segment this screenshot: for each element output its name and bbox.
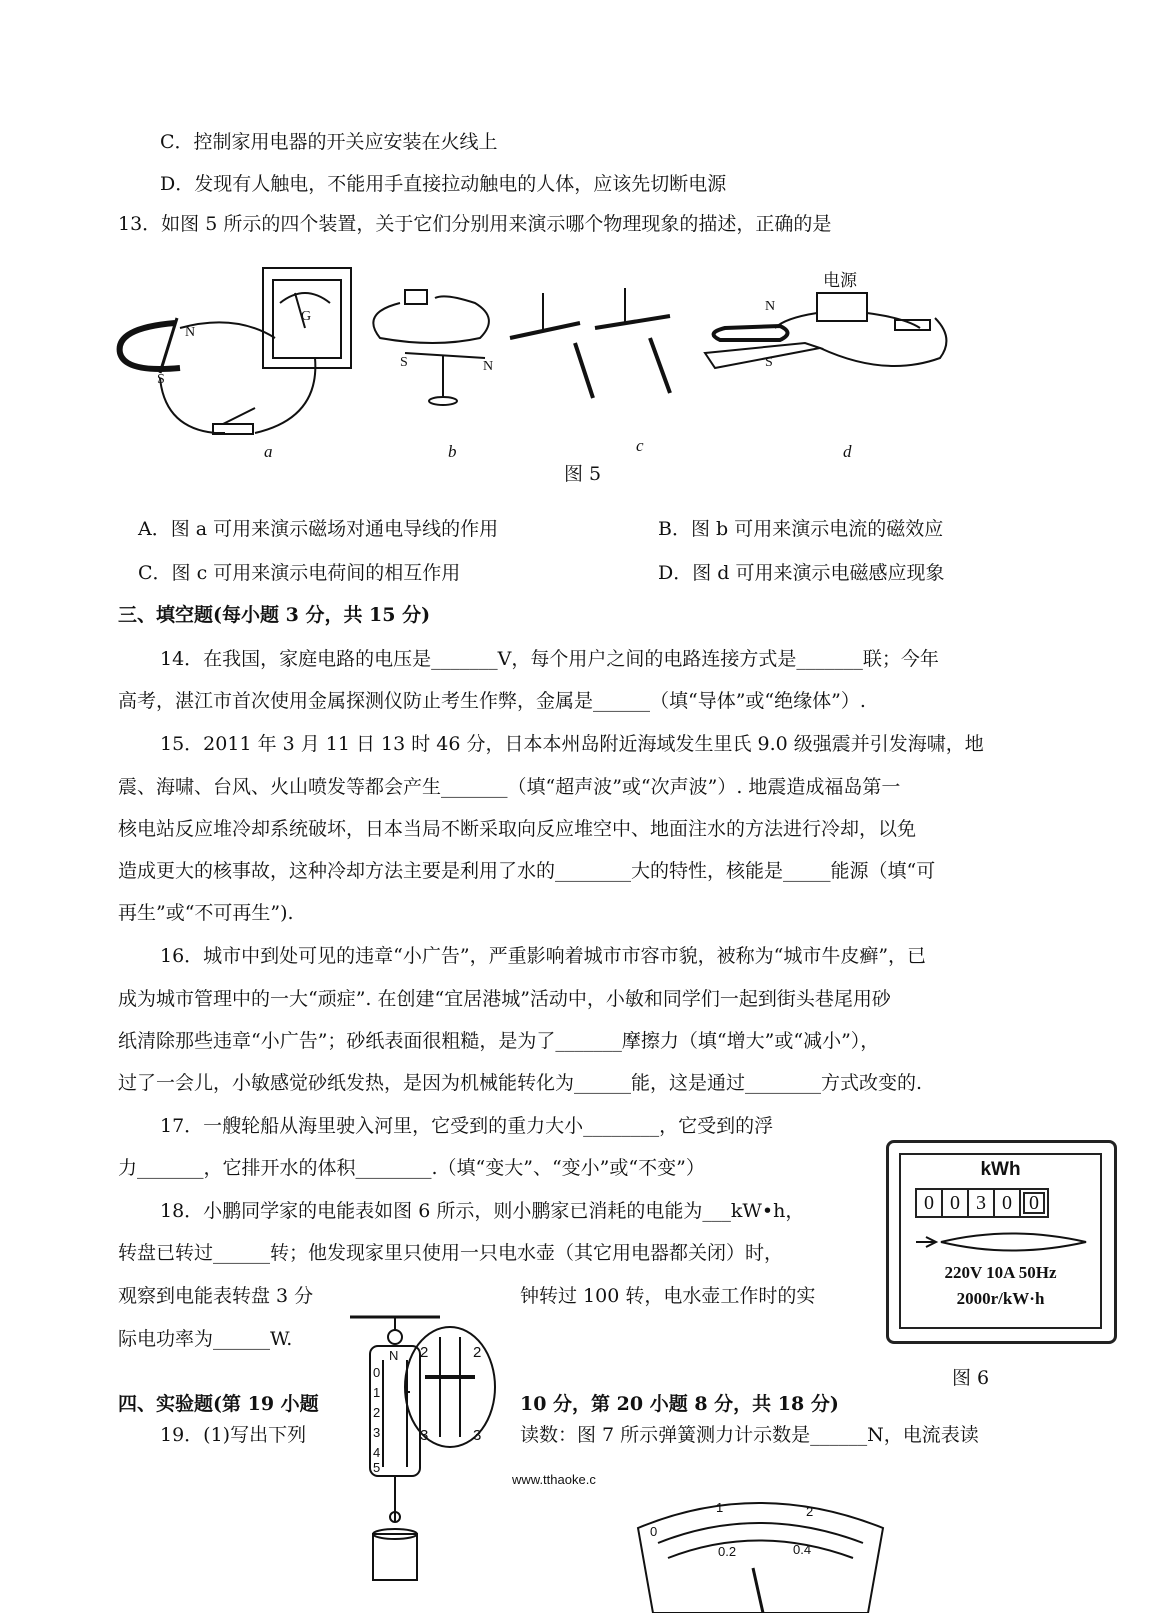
ammeter-label: 2	[806, 1504, 814, 1519]
question-17-line1: 17．一艘轮船从海里驶入河里，它受到的重力大小________，它受到的浮	[160, 1115, 774, 1137]
meter-digit: 0	[943, 1190, 969, 1216]
label-power: 电源	[823, 271, 857, 290]
meter-digit: 3	[969, 1190, 995, 1216]
section-3-heading: 三、填空题(每小题 3 分，共 15 分)	[118, 604, 431, 626]
question-18-line2: 转盘已转过______转；他发现家里只使用一只电水壶（其它用电器都关闭）时，	[118, 1242, 784, 1264]
zoom-label: 2	[420, 1344, 429, 1361]
figure-5	[105, 258, 965, 468]
question-18-line3a: 观察到电能表转盘 3 分	[118, 1285, 314, 1307]
figure-5-caption: 图 5	[564, 463, 602, 485]
rod-c1	[510, 323, 580, 338]
scale-label: 2	[373, 1405, 381, 1420]
section-4-heading-a: 四、实验题(第 19 小题	[118, 1393, 319, 1415]
question-16-line1: 16．城市中到处可见的违章“小广告”，严重影响着城市市容市貌，被称为“城市牛皮癣”，已	[160, 945, 927, 967]
question-18-line4: 际电功率为______W.	[118, 1328, 293, 1350]
label-b: b	[448, 442, 457, 461]
watermark-url: www.tthaoke.c	[512, 1472, 596, 1487]
zoom-label: 3	[473, 1427, 482, 1444]
label-n-a: N	[185, 325, 196, 340]
ammeter-figure	[628, 1488, 893, 1613]
label-d: d	[843, 442, 852, 461]
question-18-line3b: 钟转过 100 转，电水壶工作时的实	[520, 1285, 816, 1307]
question-15-line2: 震、海啸、台风、火山喷发等都会产生_______（填“超声波”或“次声波”）. 地震造成福岛第一	[118, 776, 901, 798]
option-13c: C．图 c 可用来演示电荷间的相互作用	[138, 562, 461, 584]
ammeter-label: 0	[650, 1524, 658, 1539]
battery-b	[405, 290, 427, 304]
option-13b: B．图 b 可用来演示电流的磁效应	[658, 518, 944, 540]
question-19-a: 19．(1)写出下列	[160, 1424, 307, 1446]
scale-label: 4	[373, 1445, 381, 1460]
label-s-d: S	[765, 355, 773, 370]
meter-digit: 0	[917, 1190, 943, 1216]
question-16-line4: 过了一会儿，小敏感觉砂纸发热，是因为机械能转化为______能，这是通过________方式改变的.	[118, 1072, 923, 1094]
scale-label: 0	[373, 1365, 381, 1380]
ammeter-label: 0.4	[793, 1542, 812, 1557]
meter-revolutions: 2000r/kW·h	[956, 1289, 1045, 1308]
option-12c: C．控制家用电器的开关应安装在火线上	[160, 131, 498, 153]
question-19-b: 读数：图 7 所示弹簧测力计示数是______N，电流表读	[520, 1424, 979, 1446]
option-13a: A．图 a 可用来演示磁场对通电导线的作用	[138, 518, 499, 540]
question-16-line3: 纸清除那些违章“小广告”；砂纸表面很粗糙，是为了_______摩擦力（填“增大”或“减小”），	[118, 1030, 880, 1052]
meter-rating: 220V 10A 50Hz	[944, 1263, 1057, 1282]
scale-label: 5	[373, 1460, 381, 1475]
compass-needle	[405, 353, 485, 358]
label-g: G	[301, 309, 312, 324]
magnet-d	[714, 326, 788, 340]
ammeter-label: 0.2	[718, 1544, 737, 1559]
question-15-line3: 核电站反应堆冷却系统破坏，日本当局不断采取向反应堆空中、地面注水的方法进行冷却，以免	[118, 818, 917, 840]
label-n-b: N	[483, 359, 494, 374]
meter-digits	[915, 1188, 1049, 1218]
scale-label-n: N	[389, 1348, 399, 1363]
label-a: a	[264, 442, 273, 461]
question-16-line2: 成为城市管理中的一大“顽症”. 在创建“宜居港城”活动中，小敏和同学们一起到街头巷尾用砂	[118, 988, 891, 1010]
option-12d: D．发现有人触电，不能用手直接拉动触电的人体，应该先切断电源	[160, 173, 727, 195]
question-17-line2: 力_______，它排开水的体积________.（填“变大”、“变小”或“不变”）	[118, 1157, 705, 1179]
question-15-line4: 造成更大的核事故，这种冷却方法主要是利用了水的________大的特性，核能是_____能源（填“可	[118, 860, 936, 882]
section-4-heading-b: 10 分，第 20 小题 8 分，共 18 分)	[520, 1393, 839, 1415]
figure-6-caption: 图 6	[952, 1367, 990, 1389]
electric-meter	[886, 1140, 1117, 1344]
question-15-line1: 15．2011 年 3 月 11 日 13 时 46 分，日本本州岛附近海域发生里氏 9.0 级强震并引发海啸，地	[160, 733, 984, 755]
question-14-line1: 14．在我国，家庭电路的电压是_______V，每个用户之间的电路连接方式是_______联；今年	[160, 648, 939, 670]
question-14-line2: 高考，湛江市首次使用金属探测仪防止考生作弊，金属是______（填“导体”或“绝缘体”）.	[118, 690, 866, 712]
scale-label: 3	[373, 1425, 381, 1440]
label-s-b: S	[400, 355, 408, 370]
rod-c2	[595, 316, 670, 328]
label-c: c	[636, 436, 644, 455]
spring-scale-figure	[345, 1312, 505, 1612]
question-18-line1: 18．小鹏同学家的电能表如图 6 所示，则小鹏家已消耗的电能为___kW•h，	[160, 1200, 805, 1222]
ammeter-label: 1	[716, 1500, 724, 1515]
meter-digit: 0	[995, 1190, 1021, 1216]
question-15-line5: 再生”或“不可再生”).	[118, 902, 294, 924]
question-13: 13．如图 5 所示的四个装置，关于它们分别用来演示哪个物理现象的描述，正确的是	[118, 213, 832, 235]
option-13d: D．图 d 可用来演示电磁感应现象	[658, 562, 945, 584]
zoom-label: 3	[420, 1427, 429, 1444]
circuit-wire-b	[373, 296, 489, 343]
power-supply	[817, 293, 867, 321]
label-n-d: N	[765, 299, 776, 314]
meter-unit: kWh	[980, 1159, 1021, 1180]
meter-disc-icon	[911, 1227, 1091, 1257]
meter-digit: 0	[1023, 1192, 1045, 1214]
label-s-a: S	[157, 372, 165, 387]
zoom-label: 2	[473, 1344, 482, 1361]
horseshoe-magnet	[120, 323, 180, 369]
base-d	[705, 343, 820, 368]
scale-label: 1	[373, 1385, 381, 1400]
